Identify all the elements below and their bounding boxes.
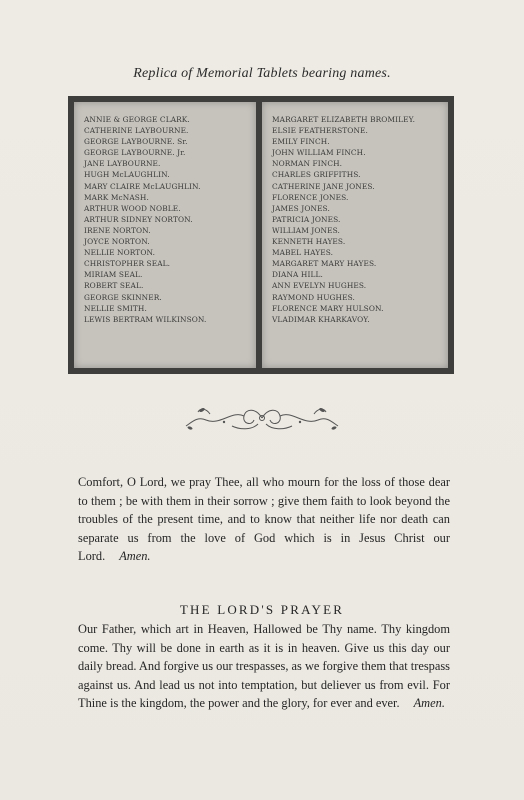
tablet-name: DIANA HILL. [272,270,323,280]
tablet-name: WILLIAM JONES. [272,225,340,235]
tablet-name: RAYMOND HUGHES. [272,292,355,302]
tablet-name: ARTHUR WOOD NOBLE. [84,203,181,213]
tablet-name: CATHERINE JANE JONES. [272,181,375,191]
tablet-name: LEWIS BERTRAM WILKINSON. [84,314,207,324]
tablet-name: NORMAN FINCH. [272,159,343,169]
tablet-name: NELLIE NORTON. [84,248,156,258]
memorial-tablet-left [74,102,256,368]
floral-scroll-ornament-icon [180,400,344,436]
tablet-name: JOHN WILLIAM FINCH. [272,148,366,158]
tablet-name: EMILY FINCH. [272,137,330,147]
comfort-prayer [78,473,450,566]
lords-prayer-amen: Amen. [413,696,445,710]
tablet-name: CHARLES GRIFFITHS. [272,170,361,180]
lords-prayer-heading: THE LORD'S PRAYER [179,602,345,617]
tablet-name: MARK McNASH. [84,192,149,202]
tablet-name: ELSIE FEATHERSTONE. [272,126,368,136]
tablet-name: JAMES JONES. [272,203,330,213]
tablet-name: MARY CLAIRE McLAUGHLIN. [84,181,201,191]
comfort-prayer-text: Comfort, O Lord, we pray Thee, all who mourn for the loss of those dear to them ; be with them in their sorrow ; give them faith to look beyond the troubles of the present time, and to know that neither life nor death can separate us from the love of God which is in Jesus Christ our Lord. [78,475,450,563]
tablet-name: ANN EVELYN HUGHES. [272,281,367,291]
tablet-name: ARTHUR SIDNEY NORTON. [84,214,193,224]
photo-caption: Replica of Memorial Tablets bearing names. [133,66,391,81]
tablet-name: GEORGE SKINNER. [84,292,162,302]
tablet-name: PATRICIA JONES. [272,214,341,224]
tablet-name: MARGARET MARY HAYES. [272,259,377,269]
tablet-name: ROBERT SEAL. [84,281,144,291]
tablet-name: MIRIAM SEAL. [84,270,143,280]
tablet-name: JANE LAYBOURNE. [84,159,161,169]
tablet-name: ANNIE & GEORGE CLARK. [84,115,190,124]
comfort-prayer-amen: Amen. [119,549,151,563]
tablet-name: GEORGE LAYBOURNE. Jr. [84,148,186,158]
tablet-name: NELLIE SMITH. [84,303,147,313]
tablet-name: FLORENCE JONES. [272,192,349,202]
tablet-name: GEORGE LAYBOURNE. Sr. [84,137,188,147]
tablet-name: HUGH McLAUGHLIN. [84,170,170,180]
memorial-tablets-photo [68,96,454,374]
tablet-name: KENNETH HAYES. [272,237,346,247]
tablet-name: JOYCE NORTON. [84,237,150,247]
memorial-tablet-right [262,102,448,368]
tablet-name: MARGARET ELIZABETH BROMILEY. [272,115,416,124]
tablet-name: VLADIMAR KHARKAVOY. [272,314,370,324]
tablet-name: FLORENCE MARY HULSON. [272,303,384,313]
tablet-name: CATHERINE LAYBOURNE. [84,126,189,136]
lords-prayer-text: Our Father, which art in Heaven, Hallowed be Thy name. Thy kingdom come. Thy will be done in earth as it is in heaven. Give us this day our daily bread. And forgive us our trespasses, as we forgive them that trespass against us. And lead us not into temptation, but deliever us from evil. For Thine is the kingdom, the power and the glory, for ever and ever. [78,622,450,710]
tablet-name: MABEL HAYES. [272,248,334,258]
tablet-name: IRENE NORTON. [84,225,151,235]
tablet-name: CHRISTOPHER SEAL. [84,259,171,269]
lords-prayer [78,620,450,713]
